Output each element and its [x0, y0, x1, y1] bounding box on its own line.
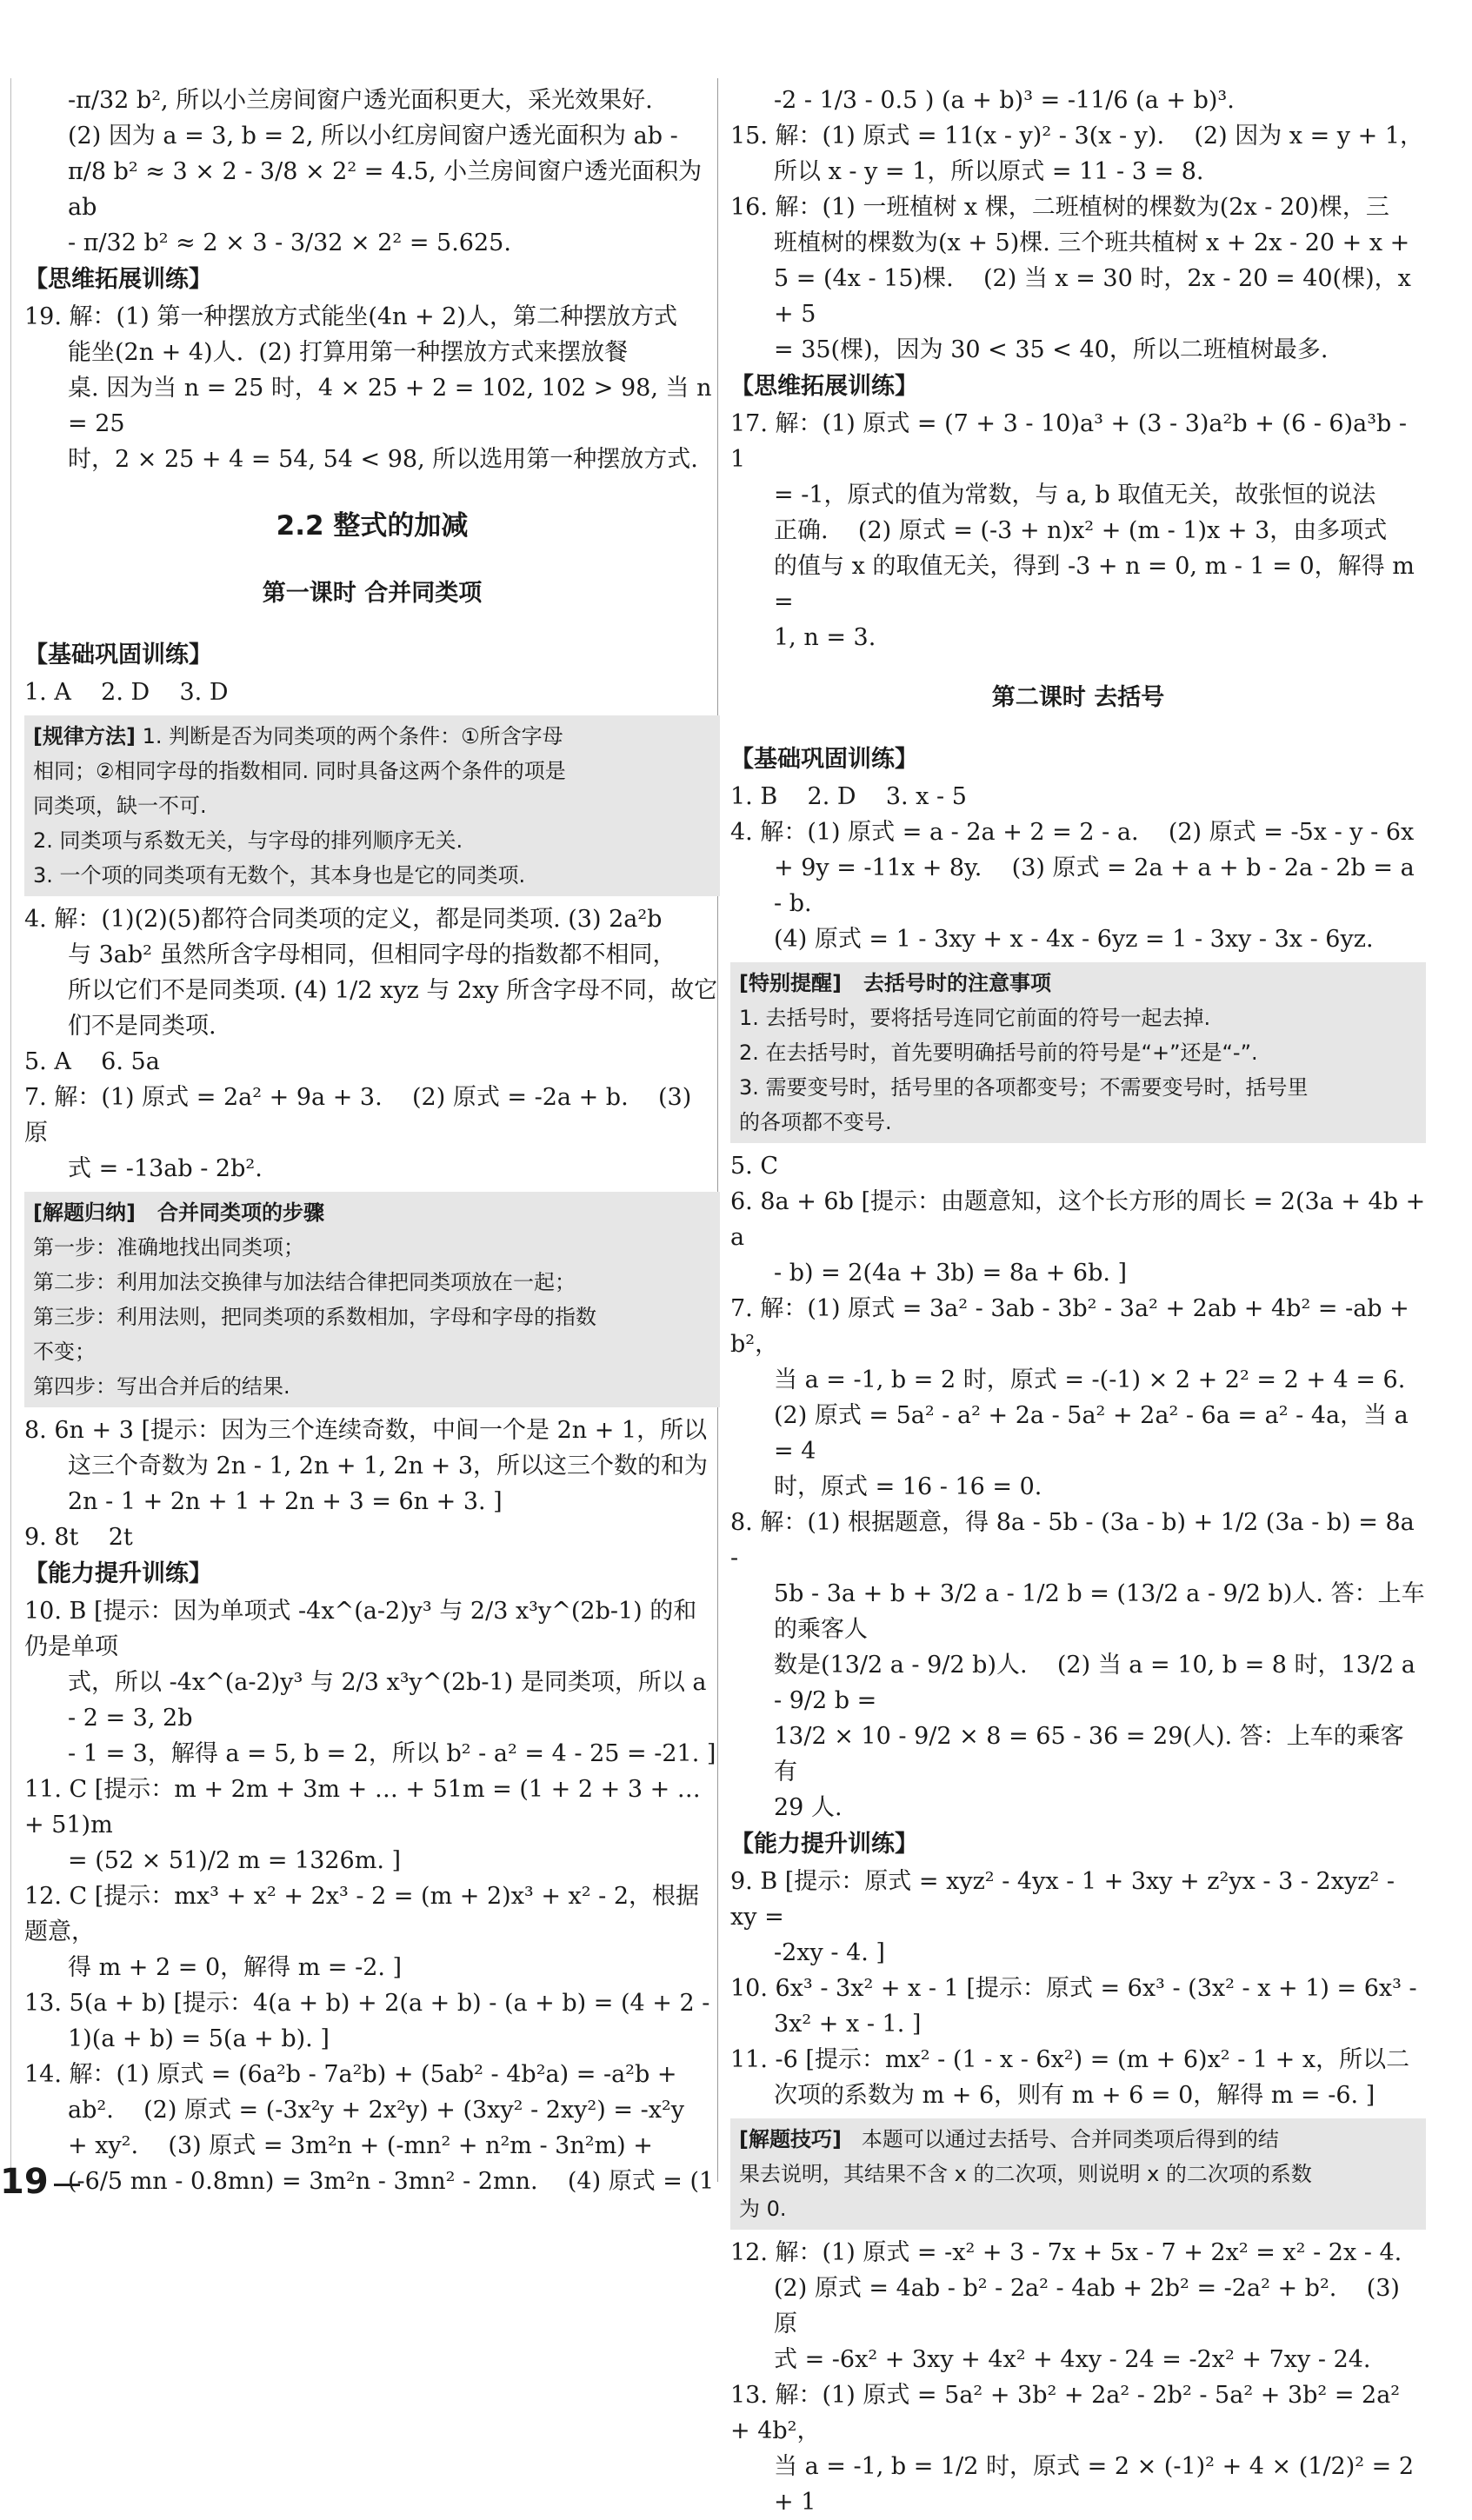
- tip-text: 2. 在去括号时，首先要明确括号前的符号是“+”还是“-”.: [739, 1041, 1258, 1065]
- section-heading-ability: 【能力提升训练】: [24, 1560, 212, 1587]
- answer-10: 10. B [提示：因为单项式 -4x^(a-2)y³ 与 2/3 x³y^(2b-1) 的和仍是单项: [24, 1598, 697, 1660]
- text-line: 3x² + x - 1. ]: [774, 2011, 922, 2038]
- page-number: 19: [0, 2162, 49, 2202]
- answer-15: 15. 解：(1) 原式 = 11(x - y)² - 3(x - y). (2) 因为 x = y + 1，: [730, 123, 1424, 150]
- answer-5: 5. C: [730, 1153, 779, 1180]
- lesson-title: 第一课时 合并同类项: [262, 580, 483, 607]
- right-column: [730, 83, 1433, 2520]
- tip-box-summary: [24, 1192, 720, 1407]
- answer-11: 11. -6 [提示：mx² - (1 - x - 6x²) = (m + 6)x² - 1 + x，所以二: [730, 2046, 1410, 2073]
- answer-8: 8. 6n + 3 [提示：因为三个连续奇数，中间一个是 2n + 1，所以: [24, 1417, 708, 1444]
- text-line: - 1 = 3，解得 a = 5, b = 2，所以 b² - a² = 4 - 25 = -21. ]: [68, 1740, 716, 1767]
- text-line: (-6/5 mn - 0.8mn) = 3m²n - 3mn² - 2mn. (4) 原式 = (1: [68, 2168, 715, 2195]
- text-line: = -1，原式的值为常数，与 a, b 取值无关，故张恒的说法: [774, 482, 1376, 509]
- page-number-rule: [54, 2184, 80, 2186]
- tip-box-technique: [730, 2118, 1426, 2230]
- text-line: ab². (2) 原式 = (-3x²y + 2x²y) + (3xy² - 2xy²) = -x²y: [68, 2097, 685, 2124]
- text-line: 5b - 3a + b + 3/2 a - 1/2 b = (13/2 a - 9/2 b)人. 答：上车的乘客人: [774, 1580, 1425, 1643]
- answer-6: 6. 8a + 6b [提示：由题意知，这个长方形的周长 = 2(3a + 4b + a: [730, 1188, 1433, 1251]
- text-line: (4) 原式 = 1 - 3xy + x - 4x - 6yz = 1 - 3xy - 3x - 6yz.: [774, 926, 1374, 953]
- text-line: 所以 x - y = 1，所以原式 = 11 - 3 = 8.: [774, 158, 1204, 185]
- answer-4: 4. 解：(1) 原式 = a - 2a + 2 = 2 - a. (2) 原式 = -5x - y - 6x: [730, 819, 1415, 846]
- text-line: 2n - 1 + 2n + 1 + 2n + 3 = 6n + 3. ]: [68, 1488, 503, 1515]
- tip-box-rules: [24, 715, 720, 896]
- text-line: 所以它们不是同类项. (4) 1/2 xyz 与 2xy 所含字母不同，故它: [68, 977, 718, 1004]
- tip-text: 同类项，缺一不可.: [33, 794, 207, 818]
- section-heading-basic: 【基础巩固训练】: [24, 642, 212, 668]
- tip-text: 第二步：利用加法交换律与加法结合律把同类项放在一起；: [33, 1270, 576, 1294]
- text-line: = 35(棵)，因为 30 < 35 < 40，所以二班植树最多.: [774, 336, 1329, 363]
- text-line: 5 = (4x - 15)棵. (2) 当 x = 30 时，2x - 20 = 40(棵)，x + 5: [774, 265, 1419, 328]
- tip-text: 不变；: [33, 1340, 96, 1364]
- section-heading-basic: 【基础巩固训练】: [730, 746, 918, 773]
- answer-9: 9. B [提示：原式 = xyz² - 4yx - 1 + 3xy + z²yx - 3 - 2xyz² - xy =: [730, 1868, 1402, 1931]
- page-edge-line: [10, 78, 11, 2182]
- text-line: 次项的系数为 m + 6，则有 m + 6 = 0，解得 m = -6. ]: [774, 2082, 1375, 2109]
- text-line: -2 - 1/3 - 0.5 ) (a + b)³ = -11/6 (a + b)³.: [774, 87, 1235, 114]
- tip-title: 去括号时的注意事项: [841, 971, 1052, 995]
- tip-text: 2. 同类项与系数无关，与字母的排列顺序无关.: [33, 828, 463, 853]
- text-line: 式，所以 -4x^(a-2)y³ 与 2/3 x³y^(2b-1) 是同类项，所以 a - 2 = 3, 2b: [68, 1669, 715, 1732]
- answer-4: 4. 解：(1)(2)(5)都符合同类项的定义，都是同类项. (3) 2a²b: [24, 906, 663, 933]
- text-line: 当 a = -1, b = 1/2 时，原式 = 2 × (-1)² + 4 × (1/2)² = 2 + 1: [774, 2453, 1422, 2516]
- text-line: 1)(a + b) = 5(a + b). ]: [68, 2025, 330, 2052]
- tip-box-reminder: [730, 962, 1426, 1143]
- section-title: 2.2 整式的加减: [276, 510, 469, 542]
- text-line: 式 = -6x² + 3xy + 4x² + 4xy - 24 = -2x² + 7xy - 24.: [774, 2346, 1371, 2373]
- answer-8: 8. 解：(1) 根据题意，得 8a - 5b - (3a - b) + 1/2 (3a - b) = 8a -: [730, 1509, 1422, 1572]
- tip-tag: [解题技巧]: [739, 2127, 842, 2151]
- answers-5-6: 5. A 6. 5a: [24, 1048, 160, 1075]
- tip-tag: [特别提醒]: [739, 971, 842, 995]
- tip-text: 1. 判断是否为同类项的两个条件：①所含字母: [135, 724, 563, 748]
- tip-text: 3. 一个项的同类项有无数个，其本身也是它的同类项.: [33, 863, 526, 888]
- tip-text: 的各项都不变号.: [739, 1110, 892, 1134]
- tip-text: 第四步：写出合并后的结果.: [33, 1374, 290, 1399]
- answer-17: 17. 解：(1) 原式 = (7 + 3 - 10)a³ + (3 - 3)a²b + (6 - 6)a³b - 1: [730, 410, 1415, 473]
- text-line: 班植树的棵数为(x + 5)棵. 三个班共植树 x + 2x - 20 + x +: [774, 229, 1410, 256]
- answer-11: 11. C [提示：m + 2m + 3m + … + 51m = (1 + 2 + 3 + … + 51)m: [24, 1776, 709, 1838]
- text-line: 们不是同类项.: [68, 1013, 216, 1040]
- answer-13: 13. 解：(1) 原式 = 5a² + 3b² + 2a² - 2b² - 5a² + 3b² = 2a² + 4b²，: [730, 2382, 1408, 2444]
- answer-7: 7. 解：(1) 原式 = 3a² - 3ab - 3b² - 3a² + 2ab + 4b² = -ab + b²，: [730, 1295, 1417, 1358]
- text-line: (2) 因为 a = 3, b = 2, 所以小红房间窗户透光面积为 ab -: [68, 123, 678, 150]
- text-line: = (52 × 51)/2 m = 1326m. ]: [68, 1847, 402, 1874]
- text-line: 与 3ab² 虽然所含字母相同，但相同字母的指数都不相同，: [68, 941, 676, 968]
- text-line: -π/32 b², 所以小兰房间窗户透光面积更大，采光效果好.: [68, 87, 653, 114]
- answer-12: 12. C [提示：mx³ + x² + 2x³ - 2 = (m + 2)x³ + x² - 2，根据题意，: [24, 1883, 700, 1945]
- text-line: 数是(13/2 a - 9/2 b)人. (2) 当 a = 10, b = 8 时，13/2 a - 9/2 b =: [774, 1652, 1423, 1714]
- tip-text: 果去说明，其结果不含 x 的二次项，则说明 x 的二次项的系数: [739, 2162, 1312, 2186]
- text-line: + xy². (3) 原式 = 3m²n + (-mn² + n²m - 3n²m) +: [68, 2132, 653, 2159]
- answer-16: 16. 解：(1) 一班植树 x 棵，二班植树的棵数为(2x - 20)棵，三: [730, 194, 1389, 221]
- text-line: + 9y = -11x + 8y. (3) 原式 = 2a + a + b - 2a - 2b = a - b.: [774, 854, 1422, 917]
- text-line: - b) = 2(4a + 3b) = 8a + 6b. ]: [774, 1260, 1128, 1287]
- answers-1-3: 1. A 2. D 3. D: [24, 679, 229, 706]
- text-line: -2xy - 4. ]: [774, 1939, 885, 1966]
- text-line: 13/2 × 10 - 9/2 × 8 = 65 - 36 = 29(人). 答：上车的乘客有: [774, 1723, 1404, 1785]
- left-column: [24, 83, 720, 2199]
- lesson-title: 第二课时 去括号: [991, 684, 1165, 711]
- tip-title: 合并同类项的步骤: [135, 1200, 325, 1225]
- text-line: 得 m + 2 = 0，解得 m = -2. ]: [68, 1954, 403, 1981]
- tip-text: 相同；②相同字母的指数相同. 同时具备这两个条件的项是: [33, 759, 566, 783]
- text-line: 时，2 × 25 + 4 = 54, 54 < 98, 所以选用第一种摆放方式.: [68, 446, 698, 473]
- text-line: 29 人.: [774, 1794, 843, 1821]
- text-line: 1, n = 3.: [774, 624, 876, 651]
- tip-text: 1. 去括号时，要将括号连同它前面的符号一起去掉.: [739, 1006, 1211, 1030]
- answer-13: 13. 5(a + b) [提示：4(a + b) + 2(a + b) - (a + b) = (4 + 2 -: [24, 1990, 710, 2017]
- answer-19: 19. 解：(1) 第一种摆放方式能坐(4n + 2)人，第二种摆放方式: [24, 303, 677, 330]
- tip-text: 第三步：利用法则，把同类项的系数相加，字母和字母的指数: [33, 1305, 596, 1329]
- tip-text: 3. 需要变号时，括号里的各项都变号；不需要变号时，括号里: [739, 1075, 1309, 1100]
- text-line: 这三个奇数为 2n - 1, 2n + 1, 2n + 3，所以这三个数的和为: [68, 1453, 709, 1479]
- tip-text: 为 0.: [739, 2197, 787, 2221]
- answer-9: 9. 8t 2t: [24, 1524, 133, 1551]
- text-line: 能坐(2n + 4)人. (2) 打算用第一种摆放方式来摆放餐: [68, 339, 629, 366]
- text-line: 正确. (2) 原式 = (-3 + n)x² + (m - 1)x + 3，由多项式: [774, 517, 1388, 544]
- section-heading-thinking: 【思维拓展训练】: [24, 266, 212, 293]
- answer-7: 7. 解：(1) 原式 = 2a² + 9a + 3. (2) 原式 = -2a + b. (3) 原: [24, 1084, 699, 1147]
- text-line: - π/32 b² ≈ 2 × 3 - 3/32 × 2² = 5.625.: [68, 229, 511, 256]
- tip-tag: [解题归纳]: [33, 1200, 136, 1225]
- text-line: π/8 b² ≈ 3 × 2 - 3/8 × 2² = 4.5, 小兰房间窗户透光面积为 ab: [68, 158, 709, 221]
- tip-text: 第一步：准确地找出同类项；: [33, 1235, 304, 1260]
- text-line: 时，原式 = 16 - 16 = 0.: [774, 1473, 1042, 1500]
- answer-14: 14. 解：(1) 原式 = (6a²b - 7a²b) + (5ab² - 4b²a) = -a²b +: [24, 2061, 677, 2088]
- tip-tag: [规律方法]: [33, 724, 136, 748]
- answer-10: 10. 6x³ - 3x² + x - 1 [提示：原式 = 6x³ - (3x² - x + 1) = 6x³ -: [730, 1975, 1417, 2002]
- text-line: 当 a = -1, b = 2 时，原式 = -(-1) × 2 + 2² = 2 + 4 = 6.: [774, 1366, 1406, 1393]
- section-heading-ability: 【能力提升训练】: [730, 1831, 918, 1858]
- text-line: 桌. 因为当 n = 25 时，4 × 25 + 2 = 102, 102 > 98, 当 n = 25: [68, 375, 720, 437]
- tip-text: 本题可以通过去括号、合并同类项后得到的结: [841, 2127, 1279, 2151]
- answers-1-3: 1. B 2. D 3. x - 5: [730, 783, 967, 810]
- text-line: 的值与 x 的取值无关，得到 -3 + n = 0, m - 1 = 0，解得 m =: [774, 553, 1422, 615]
- section-heading-thinking: 【思维拓展训练】: [730, 373, 918, 400]
- text-line: (2) 原式 = 5a² - a² + 2a - 5a² + 2a² - 6a = a² - 4a，当 a = 4: [774, 1402, 1416, 1465]
- text-line: 式 = -13ab - 2b².: [68, 1155, 263, 1182]
- text-line: (2) 原式 = 4ab - b² - 2a² - 4ab + 2b² = -2a² + b². (3) 原: [774, 2275, 1408, 2337]
- answer-12: 12. 解：(1) 原式 = -x² + 3 - 7x + 5x - 7 + 2x² = x² - 2x - 4.: [730, 2239, 1402, 2266]
